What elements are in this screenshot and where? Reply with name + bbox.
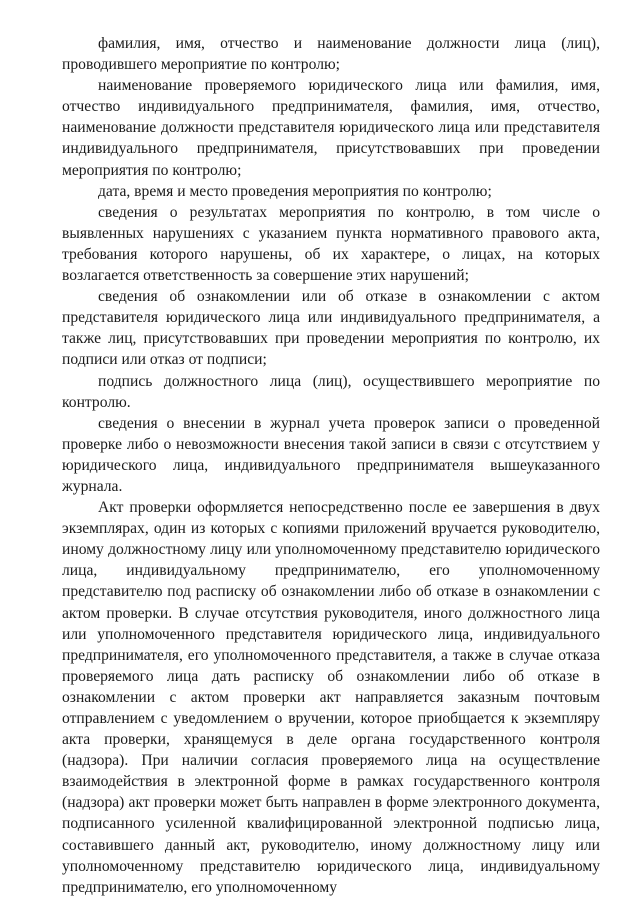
paragraph-official-signature: подпись должностного лица (лиц), осуществившего мероприятие по контролю.	[62, 372, 600, 411]
paragraph-journal-entry: сведения о внесении в журнал учета проверок записи о проведенной проверке либо о невозможности внесения такой записи в связи с отсутствием у юридического лица, индивидуального предпринимателя вышеуказанного журнала.	[62, 414, 600, 495]
paragraph-acknowledgement: сведения об ознакомлении или об отказе в ознакомлении с актом представителя юридического лица или индивидуального предпринимателя, а также лиц, присутствовавших при проведении мероприятия по контролю, их подписи или отказ от подписи;	[62, 288, 600, 369]
paragraph-results: сведения о результатах мероприятия по контролю, в том числе о выявленных нарушениях с указанием пункта нормативного правового акта, требования которого нарушены, об их характере, о лицах, на которых возлагается ответственность за совершение этих нарушений;	[62, 203, 600, 285]
paragraph-date-time-place: дата, время и место проведения мероприятия по контролю;	[98, 182, 492, 200]
paragraph-inspected-entity: наименование проверяемого юридического лица или фамилия, имя, отчество индивидуального предпринимателя, фамилия, имя, отчество, наименование должности представителя юридического лица или представителя индивидуального предпринимателя, присутствовавших при проведении мероприятия по контролю;	[62, 77, 600, 179]
paragraph-inspector-name: фамилия, имя, отчество и наименование должности лица (лиц), проводившего мероприятие по контролю;	[62, 35, 600, 74]
paragraph-act-delivery: Акт проверки оформляется непосредственно после ее завершения в двух экземплярах, один из которых с копиями приложений вручается руководителю, иному должностному лицу или уполномоченному представителю юридического лица, индивидуальному предпринимателю, его уполномоченному представителю под расписку об ознакомлении либо об отказе в ознакомлении с актом проверки. В случае отсутствия руководителя, иного должностного лица или уполномоченного представителя юридического лица, индивидуального предпринимателя, его уполномоченного представителя, а также в случае отказа проверяемого лица дать расписку об ознакомлении либо об отказе в ознакомлении с актом проверки акт направляется заказным почтовым отправлением с уведомлением о вручении, которое приобщается к экземпляру акта проверки, хранящемуся в деле органа государственного контроля (надзора). При наличии согласия проверяемого лица на осуществление взаимодействия в электронной форме в рамках государственного контроля (надзора) акт проверки может быть направлен в форме электронного документа, подписанного усиленной квалифицированной электронной подписью лица, составившего данный акт, руководителю, иному должностному лицу или уполномоченному представителю юридического лица, индивидуальному предпринимателю, его уполномоченному	[62, 499, 600, 896]
